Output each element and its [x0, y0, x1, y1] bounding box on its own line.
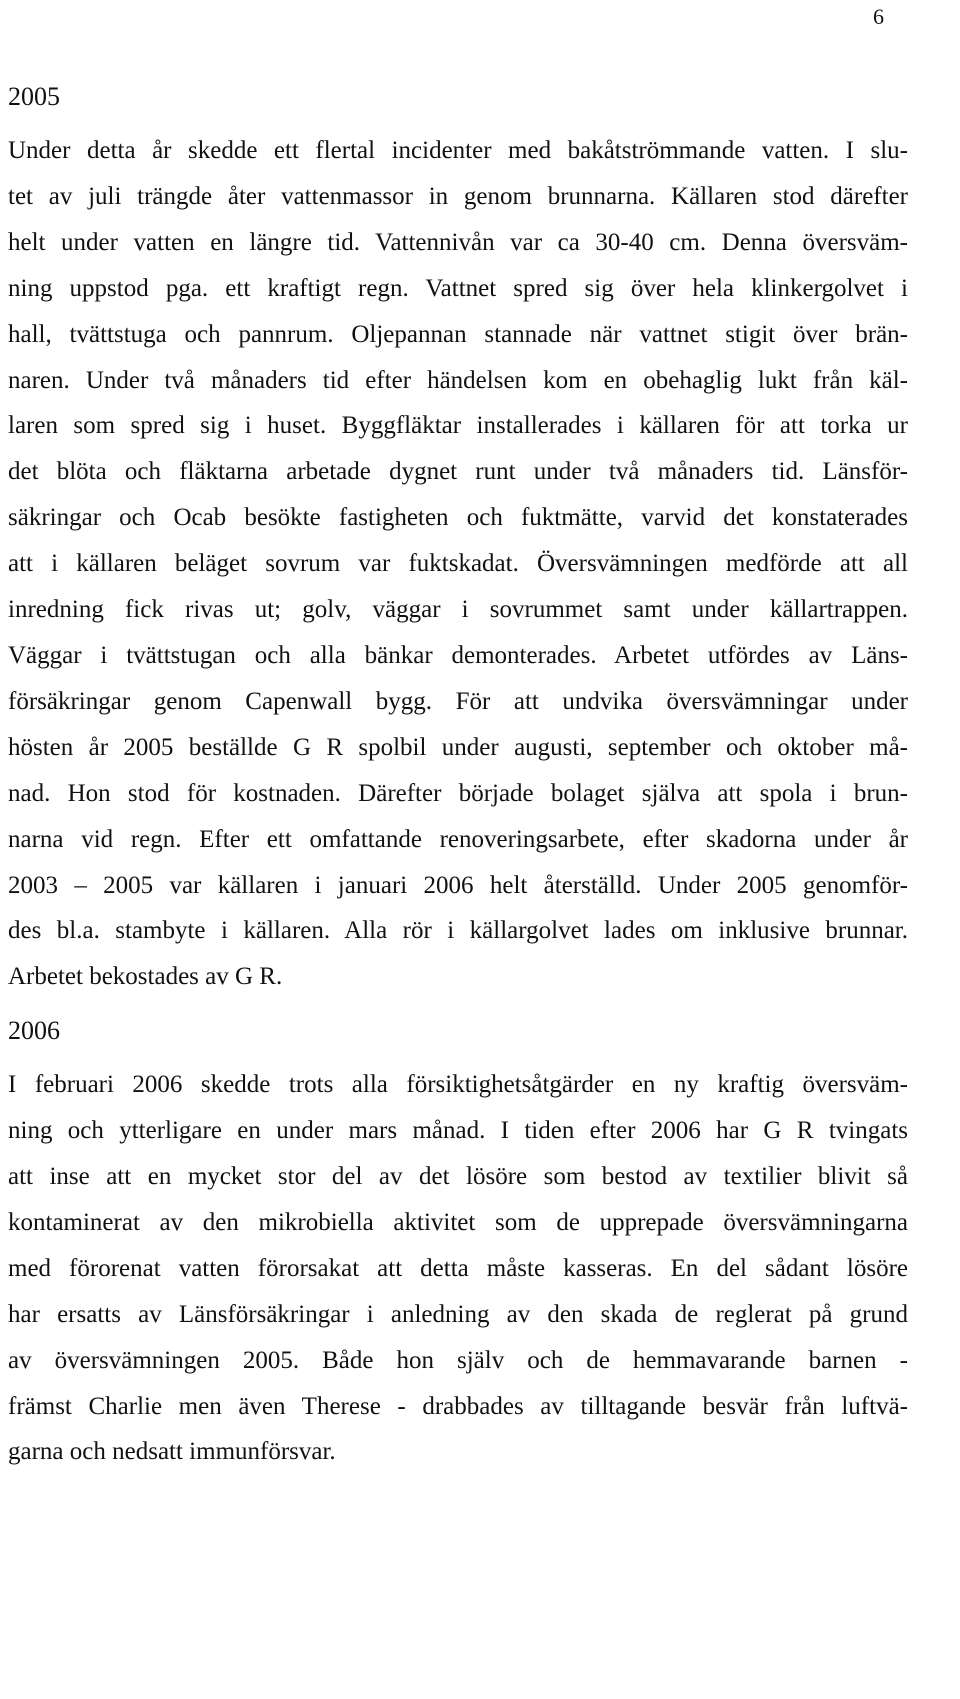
paragraph-line: att i källaren beläget sovrum var fuktskadat. Översvämningen medförde att all [8, 550, 908, 578]
paragraph-line: säkringar och Ocab besökte fastigheten och fuktmätte, varvid det konstaterades [8, 504, 908, 532]
paragraph-line: tet av juli trängde åter vattenmassor in genom brunnarna. Källaren stod därefter [8, 182, 908, 210]
paragraph-line: hall, tvättstuga och pannrum. Oljepannan stannade när vattnet stigit över brän- [8, 320, 908, 348]
paragraph-line: försäkringar genom Capenwall bygg. För att undvika översvämningar under [8, 687, 908, 715]
paragraph-line: hösten år 2005 beställde G R spolbil under augusti, september och oktober må- [8, 733, 908, 761]
paragraph-line: har ersatts av Länsförsäkringar i anledning av den skada de reglerat på grund [8, 1300, 908, 1328]
paragraph-line: I februari 2006 skedde trots alla försiktighetsåtgärder en ny kraftig översväm- [8, 1071, 908, 1099]
paragraph-line: laren som spred sig i huset. Byggfläktar installerades i källaren för att torka ur [8, 412, 908, 440]
paragraph-line: Väggar i tvättstugan och alla bänkar demonterades. Arbetet utfördes av Läns- [8, 641, 908, 669]
paragraph-line: kontaminerat av den mikrobiella aktivitet som de upprepade översvämningarna [8, 1208, 908, 1236]
section-heading-2005: 2005 [8, 82, 60, 111]
page-number: 6 [873, 4, 884, 29]
paragraph-line: 2003 – 2005 var källaren i januari 2006 helt återställd. Under 2005 genomför- [8, 871, 908, 899]
paragraph-line: garna och nedsatt immunförsvar. [8, 1438, 336, 1466]
paragraph-line: ning och ytterligare en under mars månad. I tiden efter 2006 har G R tvingats [8, 1117, 908, 1145]
section-paragraph-2006 [8, 1062, 908, 1475]
paragraph-line: det blöta och fläktarna arbetade dygnet runt under två månaders tid. Länsför- [8, 458, 908, 486]
paragraph-line: ning uppstod pga. ett kraftigt regn. Vattnet spred sig över hela klinkergolvet i [8, 274, 908, 302]
paragraph-line: narna vid regn. Efter ett omfattande renoveringsarbete, efter skadorna under år [8, 825, 908, 853]
document-body [8, 74, 908, 1475]
section-heading-2006: 2006 [8, 1016, 60, 1046]
paragraph-line: Under detta år skedde ett flertal incidenter med bakåtströmmande vatten. I slu- [8, 137, 908, 164]
section-paragraph-2005 [8, 128, 908, 1000]
paragraph-line: Arbetet bekostades av G R. [8, 963, 283, 991]
paragraph-line: des bl.a. stambyte i källaren. Alla rör i källargolvet lades om inklusive brunnar. [8, 917, 908, 945]
paragraph-line: med förorenat vatten förorsakat att detta måste kasseras. En del sådant lösöre [8, 1254, 908, 1282]
paragraph-line: av översvämningen 2005. Både hon själv och de hemmavarande barnen - [8, 1346, 908, 1374]
paragraph-line: helt under vatten en längre tid. Vattennivån var ca 30-40 cm. Denna översväm- [8, 228, 908, 256]
paragraph-line: att inse att en mycket stor del av det lösöre som bestod av textilier blivit så [8, 1163, 908, 1191]
paragraph-line: naren. Under två månaders tid efter händelsen kom en obehaglig lukt från käl- [8, 366, 908, 394]
paragraph-line: nad. Hon stod för kostnaden. Därefter började bolaget själva att spola i brun- [8, 779, 908, 807]
paragraph-line: inredning fick rivas ut; golv, väggar i sovrummet samt under källartrappen. [8, 596, 908, 624]
paragraph-line: främst Charlie men även Therese - drabbades av tilltagande besvär från luftvä- [8, 1392, 908, 1420]
